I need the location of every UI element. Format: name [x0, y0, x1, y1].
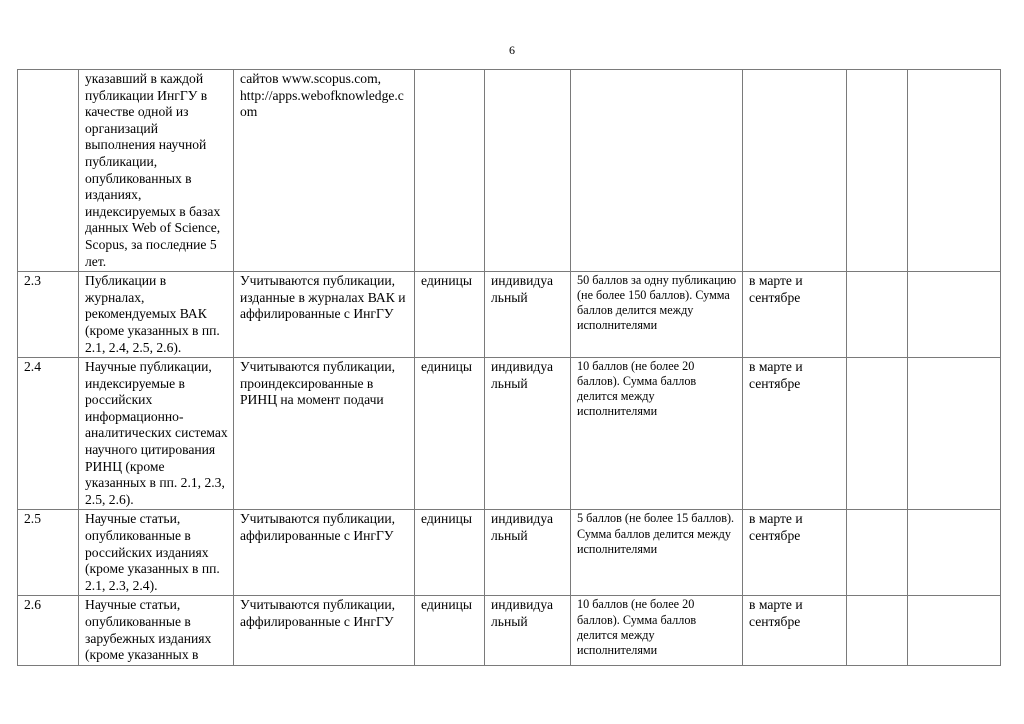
indicator-description: Учитываются публикации, аффилированные с ИнгГУ [234, 510, 415, 596]
empty-cell [847, 596, 908, 665]
empty-cell [847, 272, 908, 358]
type-cell: индивидуа льный [485, 510, 571, 596]
points-cell [571, 70, 743, 272]
indicator-name: Научные статьи, опубликованные в зарубежных изданиях (кроме указанных в [79, 596, 234, 665]
period-cell: в марте и сентябре [743, 510, 847, 596]
empty-cell [847, 70, 908, 272]
row-number: 2.6 [18, 596, 79, 665]
page-number: 6 [509, 43, 515, 57]
indicator-description: сайтов www.scopus.com, http://apps.webofknowledge.com [234, 70, 415, 272]
type-cell: индивидуа льный [485, 358, 571, 510]
indicator-name: Научные публикации, индексируемые в российских информационно-аналитических системах научного цитирования РИНЦ (кроме указанных в пп. 2.1, 2.3, 2.5, 2.6). [79, 358, 234, 510]
unit-cell: единицы [415, 358, 485, 510]
points-cell: 10 баллов (не более 20 баллов). Сумма баллов делится между исполнителями [571, 358, 743, 510]
criteria-table [17, 69, 1001, 666]
period-cell: в марте и сентябре [743, 596, 847, 665]
table-row [18, 70, 1001, 272]
indicator-name: Научные статьи, опубликованные в российских изданиях (кроме указанных в пп. 2.1, 2.3, 2.4). [79, 510, 234, 596]
row-number: 2.4 [18, 358, 79, 510]
table-row [18, 358, 1001, 510]
table-row [18, 510, 1001, 596]
table-row [18, 596, 1001, 665]
points-cell: 10 баллов (не более 20 баллов). Сумма баллов делится между исполнителями [571, 596, 743, 665]
empty-cell [908, 272, 1001, 358]
empty-cell [847, 358, 908, 510]
points-cell: 5 баллов (не более 15 баллов). Сумма баллов делится между исполнителями [571, 510, 743, 596]
empty-cell [908, 596, 1001, 665]
empty-cell [908, 358, 1001, 510]
indicator-description: Учитываются публикации, изданные в журналах ВАК и аффилированные с ИнгГУ [234, 272, 415, 358]
period-cell: в марте и сентябре [743, 272, 847, 358]
unit-cell: единицы [415, 272, 485, 358]
unit-cell [415, 70, 485, 272]
unit-cell: единицы [415, 596, 485, 665]
type-cell: индивидуа льный [485, 596, 571, 665]
type-cell: индивидуа льный [485, 272, 571, 358]
unit-cell: единицы [415, 510, 485, 596]
row-number [18, 70, 79, 272]
empty-cell [908, 70, 1001, 272]
period-cell [743, 70, 847, 272]
indicator-name: указавший в каждой публикации ИнгГУ в качестве одной из организаций выполнения научной публикации, опубликованных в изданиях, индексируемых в базах данных Web of Science, Scopus, за последние 5 лет. [79, 70, 234, 272]
row-number: 2.5 [18, 510, 79, 596]
points-cell: 50 баллов за одну публикацию (не более 150 баллов). Сумма баллов делится между исполнителями [571, 272, 743, 358]
indicator-description: Учитываются публикации, проиндексированные в РИНЦ на момент подачи [234, 358, 415, 510]
indicator-description: Учитываются публикации, аффилированные с ИнгГУ [234, 596, 415, 665]
indicator-name: Публикации в журналах, рекомендуемых ВАК (кроме указанных в пп. 2.1, 2.4, 2.5, 2.6). [79, 272, 234, 358]
table-row [18, 272, 1001, 358]
row-number: 2.3 [18, 272, 79, 358]
period-cell: в марте и сентябре [743, 358, 847, 510]
empty-cell [908, 510, 1001, 596]
empty-cell [847, 510, 908, 596]
type-cell [485, 70, 571, 272]
